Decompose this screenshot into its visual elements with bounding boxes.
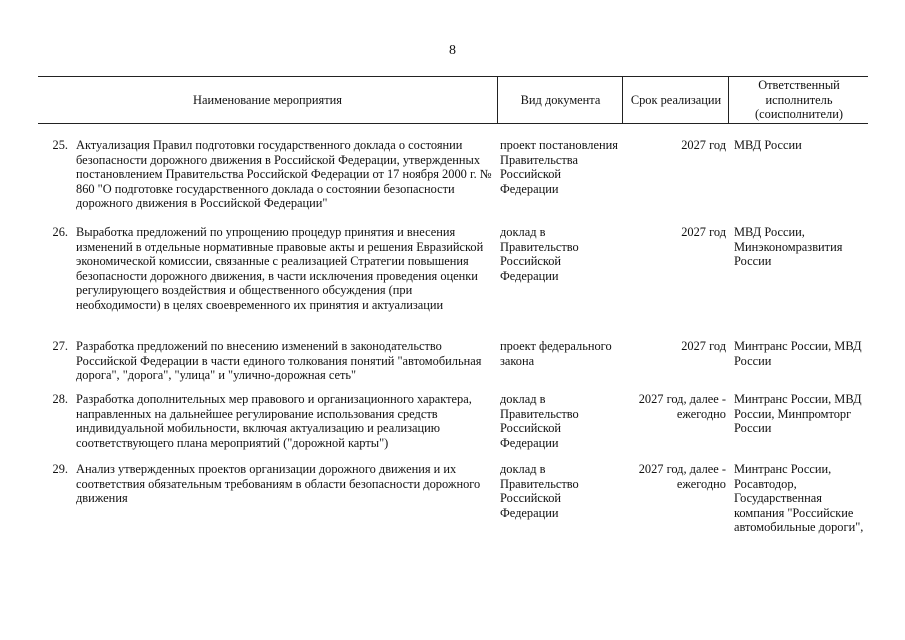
responsible: Минтранс России, МВД России, Минпромторг России (734, 392, 862, 436)
header-doc-type: Вид документа (497, 77, 623, 123)
responsible: Минтранс России, Росавтодор, Государственная компания "Российские автомобильные дороги", (734, 462, 864, 535)
table-header (38, 76, 868, 124)
row-number: 25. (52, 138, 68, 152)
document-type: проект постановления Правительства Российской Федерации (500, 138, 618, 196)
measure-name: Актуализация Правил подготовки государственного доклада о состоянии безопасности дорожного движения в Российской Федерации, утвержденных постановлением Правительства Российской Федерации от 17 ноября 2000 г. № 860 "О подготовке государственного доклада о состоянии безопасности дорожного движения в Российской Федерации" (76, 138, 492, 211)
term: 2027 год (681, 138, 726, 152)
measure-name: Разработка предложений по внесению изменений в законодательство Российской Федерации в части единого толкования понятий "автомобильная дорога", "дорога", "улица" и "улично-дорожная сеть" (76, 339, 482, 383)
header-responsible: Ответственный исполнитель (соисполнители) (728, 77, 869, 123)
measures-table (38, 76, 868, 552)
header-term: Срок реализации (622, 77, 729, 123)
document-type: доклад в Правительство Российской Федерации (500, 462, 579, 520)
responsible: Минтранс России, МВД России (734, 339, 862, 368)
term: 2027 год, далее - ежегодно (638, 392, 726, 421)
term: 2027 год (681, 339, 726, 353)
measure-name: Разработка дополнительных мер правового и организационного характера, направленных на дальнейшее регулирование использования средств индивидуальной мобильности, включая актуализацию и реализацию соответствующего плана мероприятий ("дорожной карты") (76, 392, 472, 450)
document-type: проект федерального закона (500, 339, 612, 368)
responsible: МВД России, Минэкономразвития России (734, 225, 843, 269)
term: 2027 год, далее - ежегодно (638, 462, 726, 491)
table-row (38, 392, 868, 454)
row-number: 27. (52, 339, 68, 353)
row-number: 28. (52, 392, 68, 406)
header-name: Наименование мероприятия (193, 92, 342, 107)
table-row (38, 339, 868, 383)
measure-name: Выработка предложений по упрощению процедур принятия и внесения изменений в отдельные нормативные правовые акты и решения Евразийской экономической комиссии, связанные с реализацией Стратегии повышения безопасности дорожного движения, в части исключения проведения оценки регулирующего воздействия и общественного обсуждения (при необходимости) в целях своевременного их принятия и актуализации (76, 225, 484, 312)
row-number: 26. (52, 225, 68, 239)
row-number: 29. (52, 462, 68, 476)
document-type: доклад в Правительство Российской Федерации (500, 392, 579, 450)
table-row (38, 138, 868, 216)
table-row (38, 225, 868, 331)
responsible: МВД России (734, 138, 802, 152)
measure-name: Анализ утвержденных проектов организации дорожного движения и их соответствия обязательным требованиям в области безопасности дорожного движения (76, 462, 481, 506)
term: 2027 год (681, 225, 726, 239)
table-row (38, 462, 868, 552)
page-number: 8 (449, 43, 456, 58)
document-type: доклад в Правительство Российской Федерации (500, 225, 579, 283)
